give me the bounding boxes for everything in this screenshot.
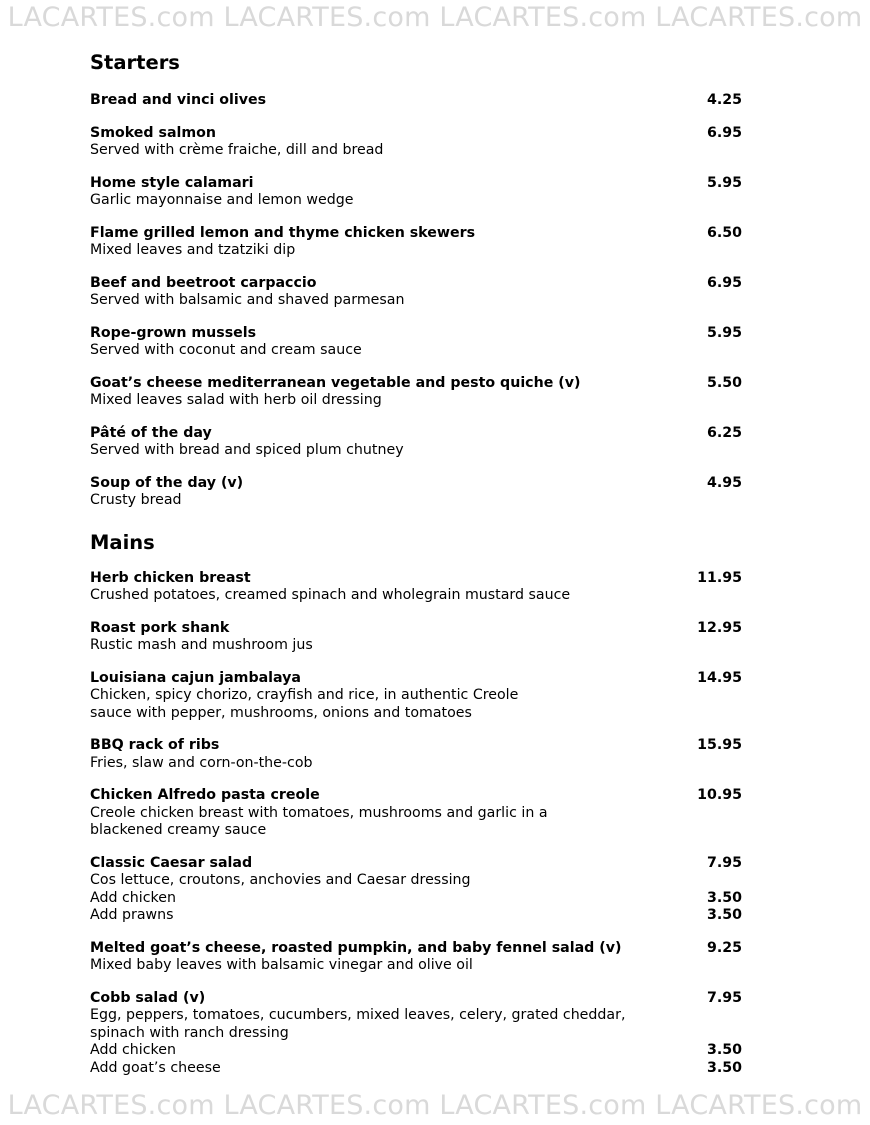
section-title-mains: Mains [90,530,155,554]
addon-price: 3.50 [706,907,742,923]
menu-item-name: Chicken Alfredo pasta creole [90,787,320,803]
menu-item [90,787,742,840]
menu-item-row [90,275,742,293]
addon-price: 3.50 [706,889,742,906]
menu-item-description: Rustic mash and mushroom jus [90,637,313,653]
menu-item-price: 4.95 [706,474,742,491]
menu-item-description: spinach with ranch dressing [90,1024,289,1041]
menu-item-price: 14.95 [697,669,742,686]
menu-item [90,425,742,460]
menu-item-row [90,375,742,393]
menu-item-description: Mixed leaves salad with herb oil dressing [90,392,382,408]
menu-item [90,175,742,210]
menu-item-description: blackened creamy sauce [90,822,267,838]
menu-item-price: 5.50 [706,374,742,391]
menu-item-row [90,570,742,588]
menu-item-price: 10.95 [697,787,742,803]
menu-item [90,990,742,1078]
menu-item [90,275,742,310]
menu-item-row [90,175,742,193]
menu-item-description: Creole chicken breast with tomatoes, mushrooms and garlic in a [90,804,548,821]
watermark-top: LACARTES.com LACARTES.com LACARTES.com LACARTES.com [7,2,863,33]
menu-item [90,570,742,605]
menu-item-row [90,620,742,638]
menu-item-row [90,425,742,443]
menu-item [90,855,742,925]
menu-item-name: Home style calamari [90,174,254,191]
menu-item-description: Served with crème fraiche, dill and bread [90,142,384,158]
menu-item [90,92,742,110]
menu-item [90,620,742,655]
menu-item [90,737,742,772]
section-title-starters: Starters [90,51,180,74]
menu-item [90,940,742,975]
menu-item-addon [90,907,742,925]
menu-item-name: Smoked salmon [90,124,217,141]
menu-item-price: 7.95 [706,989,742,1006]
menu-item-price: 6.50 [706,224,742,241]
menu-item-price: 9.25 [706,939,742,956]
menu-item-description: Mixed baby leaves with balsamic vinegar and olive oil [90,957,473,973]
menu-item [90,475,742,510]
menu-item-name: Classic Caesar salad [90,854,253,871]
menu-item [90,670,742,723]
addon-label: Add chicken [90,1042,176,1058]
menu-item-description: Garlic mayonnaise and lemon wedge [90,192,354,208]
menu-item-name: Herb chicken breast [90,569,251,586]
menu-item-row [90,990,742,1008]
menu-item [90,225,742,260]
menu-item-price: 11.95 [697,569,742,586]
menu-item-description: Served with bread and spiced plum chutney [90,442,404,458]
menu-item-description: Crusty bread [90,492,182,508]
mains-list [90,570,742,1078]
menu-item [90,375,742,410]
menu-item-price: 6.95 [706,274,742,291]
menu-item-row [90,475,742,493]
menu-item-price: 7.95 [706,854,742,871]
menu-item-price: 6.95 [706,124,742,141]
menu-item-description: Egg, peppers, tomatoes, cucumbers, mixed leaves, celery, grated cheddar, [90,1007,626,1023]
menu-item-price: 12.95 [697,619,742,636]
menu-item-description: Served with coconut and cream sauce [90,342,362,358]
menu-item-price: 5.95 [706,324,742,341]
menu-item-row [90,670,742,688]
menu-item-name: Goat’s cheese mediterranean vegetable and pesto quiche (v) [90,374,581,391]
menu-item-row [90,940,742,958]
menu-item-price: 4.25 [706,92,742,108]
starters-list [90,92,742,510]
menu-item-name: Soup of the day (v) [90,474,244,491]
menu-item-description: Mixed leaves and tzatziki dip [90,242,296,258]
watermark-bottom: LACARTES.com LACARTES.com LACARTES.com LACARTES.com [7,1090,863,1121]
menu [90,50,742,1092]
menu-item-addon [90,890,742,908]
menu-item-name: Melted goat’s cheese, roasted pumpkin, and baby fennel salad (v) [90,939,622,956]
menu-item-name: Pâté of the day [90,424,212,441]
menu-item-description: Crushed potatoes, creamed spinach and wholegrain mustard sauce [90,587,571,603]
menu-item-name: BBQ rack of ribs [90,737,220,753]
menu-item-description: Fries, slaw and corn-on-the-cob [90,754,313,771]
menu-item-price: 5.95 [706,174,742,191]
menu-item-row [90,855,742,873]
menu-item-row [90,125,742,143]
menu-item-name: Cobb salad (v) [90,989,206,1006]
menu-item-name: Roast pork shank [90,619,230,636]
menu-item-name: Beef and beetroot carpaccio [90,274,317,291]
menu-item-row [90,787,742,805]
addon-price: 3.50 [706,1042,742,1058]
menu-item-name: Rope-grown mussels [90,324,257,341]
menu-item-name: Louisiana cajun jambalaya [90,669,302,686]
addon-price: 3.50 [706,1059,742,1076]
menu-item-name: Flame grilled lemon and thyme chicken skewers [90,224,476,241]
menu-item-row [90,737,742,755]
addon-label: Add goat’s cheese [90,1059,221,1076]
menu-item-addon [90,1060,742,1078]
addon-label: Add prawns [90,907,174,923]
menu-item-addon [90,1042,742,1060]
menu-item-price: 6.25 [706,424,742,441]
menu-item [90,325,742,360]
menu-item-name: Bread and vinci olives [90,92,267,108]
menu-item-description: Served with balsamic and shaved parmesan [90,292,405,308]
menu-item-row [90,225,742,243]
menu-item-row [90,325,742,343]
addon-label: Add chicken [90,889,176,906]
menu-item-description: Chicken, spicy chorizo, crayfish and rice, in authentic Creole [90,687,519,703]
menu-item [90,125,742,160]
menu-item-description: Cos lettuce, croutons, anchovies and Caesar dressing [90,872,471,888]
menu-item-row [90,92,742,110]
menu-item-description: sauce with pepper, mushrooms, onions and tomatoes [90,704,472,721]
menu-item-price: 15.95 [697,737,742,753]
